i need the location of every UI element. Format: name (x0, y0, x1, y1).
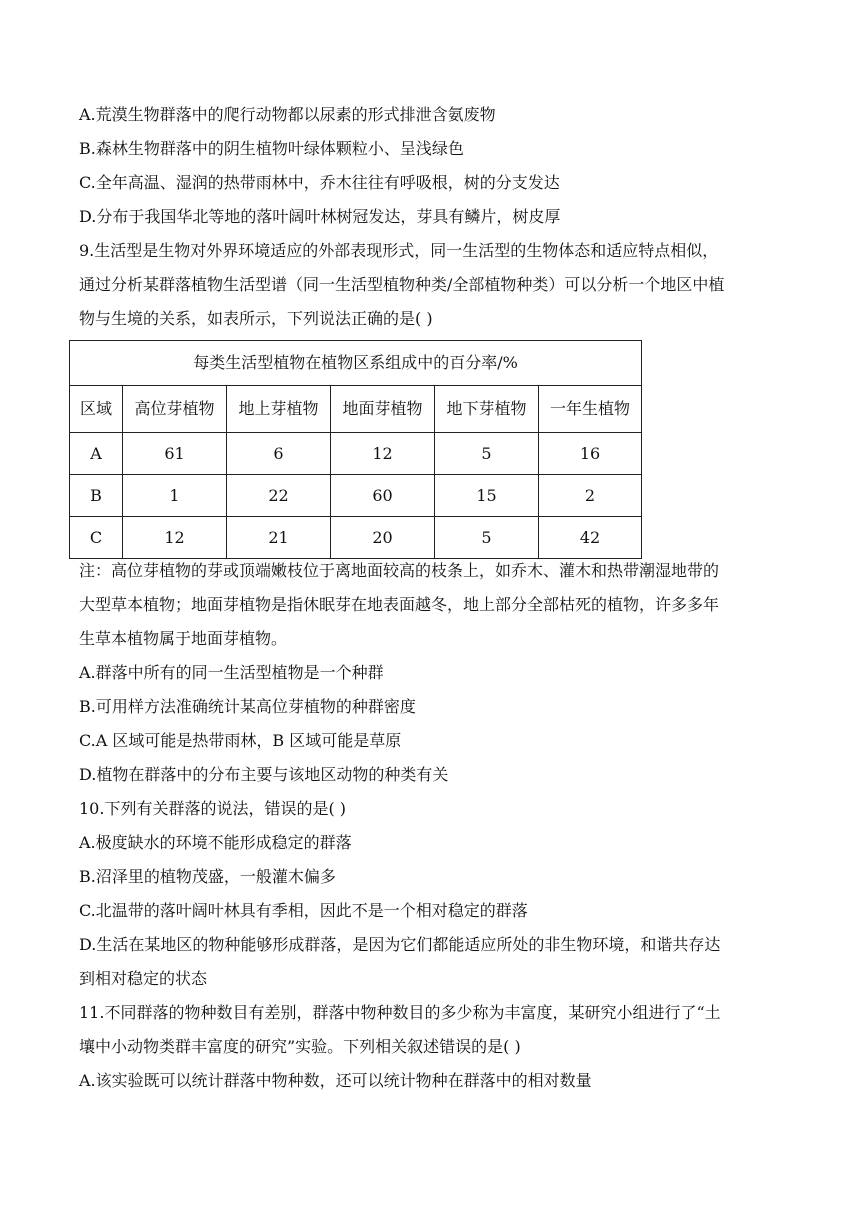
table-caption: 每类生活型植物在植物区系组成中的百分率/% (70, 341, 642, 386)
life-form-table (69, 340, 642, 559)
table-cell: 61 (123, 433, 227, 475)
table-header-row (70, 386, 642, 433)
table-row (70, 475, 642, 517)
table-cell: 42 (539, 517, 642, 559)
table-cell: 21 (227, 517, 331, 559)
table-cell: 60 (331, 475, 435, 517)
header-cell: 地下芽植物 (435, 386, 539, 433)
q8-option-c: C.全年高温、湿润的热带雨林中，乔木往往有呼吸根，树的分支发达 (79, 173, 560, 192)
q10-option-d-continued: 到相对稳定的状态 (79, 969, 208, 988)
q9-option-c: C.A 区域可能是热带雨林，B 区域可能是草原 (79, 731, 402, 750)
q10-option-b: B.沼泽里的植物茂盛，一般灌木偏多 (79, 867, 336, 886)
q10-option-c: C.北温带的落叶阔叶林具有季相，因此不是一个相对稳定的群落 (79, 901, 528, 920)
q10-stem: 10.下列有关群落的说法，错误的是( ) (79, 799, 347, 818)
q9-stem-line-3: 物与生境的关系，如表所示，下列说法正确的是( ) (79, 309, 433, 328)
table-cell: 22 (227, 475, 331, 517)
table-cell: 1 (123, 475, 227, 517)
header-cell: 地上芽植物 (227, 386, 331, 433)
q9-note-line-3: 生草本植物属于地面芽植物。 (79, 629, 288, 648)
q11-stem-line-2: 壤中小动物类群丰富度的研究”实验。下列相关叙述错误的是( ) (79, 1037, 521, 1056)
q9-option-a: A.群落中所有的同一生活型植物是一个种群 (79, 663, 384, 682)
q10-option-d: D.生活在某地区的物种能够形成群落，是因为它们都能适应所处的非生物环境，和谐共存达 (79, 935, 721, 954)
q8-option-b: B.森林生物群落中的阴生植物叶绿体颗粒小、呈浅绿色 (79, 139, 464, 158)
q9-option-d: D.植物在群落中的分布主要与该地区动物的种类有关 (79, 765, 449, 784)
table-cell: 12 (331, 433, 435, 475)
q9-stem-line-1: 9.生活型是生物对外界环境适应的外部表现形式，同一生活型的生物体态和适应特点相似， (79, 241, 719, 260)
q10-option-a: A.极度缺水的环境不能形成稳定的群落 (79, 833, 352, 852)
q9-note-line-1: 注：高位芽植物的芽或顶端嫩枝位于离地面较高的枝条上，如乔木、灌木和热带潮湿地带的 (79, 561, 720, 580)
table-cell: B (70, 475, 123, 517)
table-cell: 5 (435, 517, 539, 559)
header-cell: 一年生植物 (539, 386, 642, 433)
table-cell: 20 (331, 517, 435, 559)
header-cell: 高位芽植物 (123, 386, 227, 433)
table-cell: 5 (435, 433, 539, 475)
table-cell: C (70, 517, 123, 559)
table-cell: 2 (539, 475, 642, 517)
table-cell: 6 (227, 433, 331, 475)
q9-option-b: B.可用样方法准确统计某高位芽植物的种群密度 (79, 697, 416, 716)
q9-note-line-2: 大型草本植物；地面芽植物是指休眠芽在地表面越冬，地上部分全部枯死的植物，许多多年 (79, 595, 720, 614)
q8-option-a: A.荒漠生物群落中的爬行动物都以尿素的形式排泄含氨废物 (79, 105, 496, 124)
table-row (70, 433, 642, 475)
header-cell: 区域 (70, 386, 123, 433)
q9-stem-line-2: 通过分析某群落植物生活型谱（同一生活型植物种类/全部植物种类）可以分析一个地区中植 (79, 275, 725, 294)
q11-stem-line-1: 11.不同群落的物种数目有差别，群落中物种数目的多少称为丰富度，某研究小组进行了“土 (79, 1003, 721, 1022)
table-cell: 12 (123, 517, 227, 559)
table-cell: 15 (435, 475, 539, 517)
table-cell: 16 (539, 433, 642, 475)
header-cell: 地面芽植物 (331, 386, 435, 433)
q11-option-a: A.该实验既可以统计群落中物种数，还可以统计物种在群落中的相对数量 (79, 1071, 592, 1090)
table-cell: A (70, 433, 123, 475)
q8-option-d: D.分布于我国华北等地的落叶阔叶林树冠发达，芽具有鳞片，树皮厚 (79, 207, 561, 226)
table-row (70, 517, 642, 559)
